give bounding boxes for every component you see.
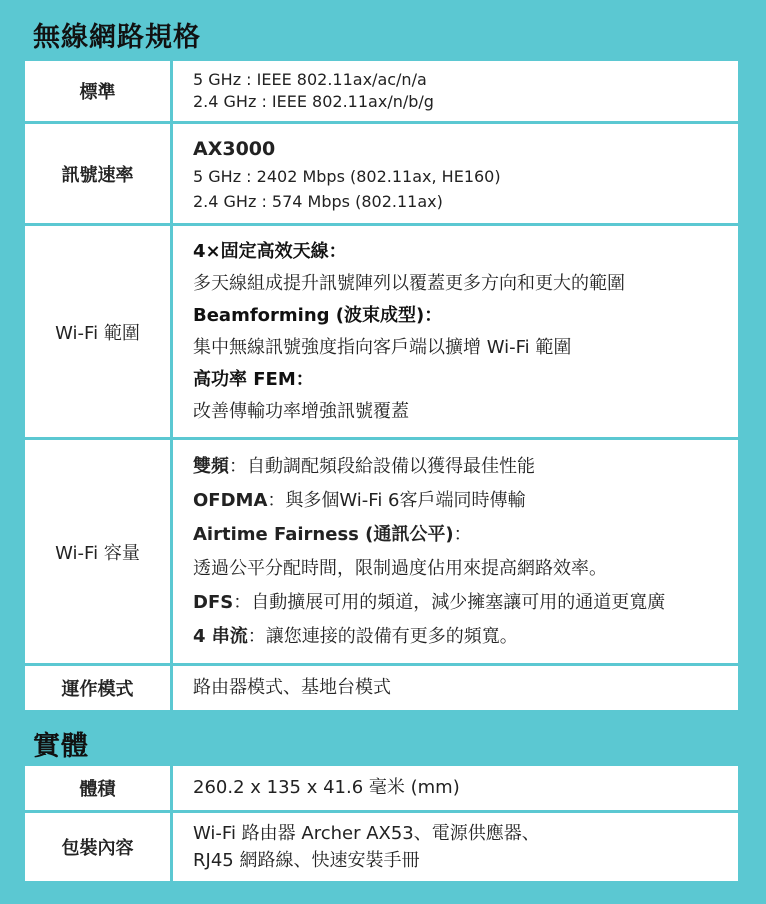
- range-beamforming-desc: 集中無線訊號強度指向客戶端以擴增 Wi-Fi 範圍: [193, 336, 572, 358]
- package-line: Wi-Fi 路由器 Archer AX53、電源供應器、: [193, 823, 540, 844]
- physical-specs-heading: 實體: [33, 731, 89, 762]
- capacity-item: [193, 552, 728, 586]
- capacity-item-head: Airtime Fairness (通訊公平): [193, 523, 454, 545]
- dimensions-text: 260.2 x 135 x 41.6 毫米 (mm): [193, 777, 460, 798]
- mode-row: [25, 666, 738, 710]
- package-value: [173, 813, 738, 881]
- speed-5ghz: 5 GHz : 2402 Mbps (802.11ax, HE160): [193, 166, 501, 186]
- mode-value: [173, 666, 738, 710]
- capacity-label: Wi-Fi 容量: [25, 440, 173, 663]
- standard-row: [25, 61, 738, 124]
- capacity-item-head: 4 串流: [193, 625, 248, 647]
- range-fem-head: 高功率 FEM：: [193, 368, 314, 390]
- wireless-specs-table: [25, 61, 738, 710]
- package-row: [25, 813, 738, 881]
- range-value: [173, 226, 738, 437]
- range-antenna-desc: 多天線組成提升訊號陣列以覆蓋更多方向和更大的範圍: [193, 272, 625, 294]
- capacity-item: [193, 586, 728, 620]
- speed-row: [25, 124, 738, 226]
- mode-label: 運作模式: [25, 666, 173, 710]
- capacity-item-text: ：與多個Wi-Fi 6客戶端同時傳輸: [267, 489, 526, 511]
- capacity-item-text: 透過公平分配時間，限制過度佔用來提高網路效率。: [193, 557, 607, 579]
- capacity-item-head: 雙頻: [193, 455, 229, 477]
- speed-label: 訊號速率: [25, 124, 173, 223]
- capacity-item-text: ：讓您連接的設備有更多的頻寬。: [247, 625, 518, 647]
- standard-5ghz: 5 GHz : IEEE 802.11ax/ac/n/a: [193, 70, 427, 89]
- standard-value: [173, 61, 738, 121]
- capacity-item-head: OFDMA: [193, 489, 268, 511]
- standard-label: 標準: [25, 61, 173, 121]
- range-beamforming-head: Beamforming (波束成型)：: [193, 304, 443, 326]
- physical-specs-table: [25, 766, 738, 881]
- speed-24ghz: 2.4 GHz : 574 Mbps (802.11ax): [193, 191, 443, 211]
- range-label: Wi-Fi 範圍: [25, 226, 173, 437]
- speed-model: AX3000: [193, 137, 276, 160]
- capacity-item-text: ：: [453, 523, 472, 545]
- capacity-item: [193, 620, 728, 654]
- capacity-item: [193, 484, 728, 518]
- speed-value: [173, 124, 738, 223]
- capacity-item-head: DFS: [193, 591, 234, 613]
- capacity-item-text: ：自動擴展可用的頻道，減少擁塞讓可用的通道更寬廣: [233, 591, 666, 613]
- range-row: [25, 226, 738, 440]
- range-antenna-head: 4×固定高效天線：: [193, 240, 347, 262]
- wireless-specs-heading: 無線網路規格: [33, 22, 201, 53]
- capacity-value: [173, 440, 738, 663]
- range-fem-desc: 改善傳輸功率增強訊號覆蓋: [193, 400, 409, 422]
- dimensions-row: [25, 766, 738, 813]
- package-line: RJ45 網路線、快速安裝手冊: [193, 850, 420, 871]
- dimensions-label: 體積: [25, 766, 173, 810]
- mode-text: 路由器模式、基地台模式: [193, 677, 391, 698]
- capacity-row: [25, 440, 738, 666]
- capacity-item: [193, 518, 728, 552]
- capacity-item-text: ：自動調配頻段給設備以獲得最佳性能: [229, 455, 535, 477]
- package-label: 包裝內容: [25, 813, 173, 881]
- dimensions-value: [173, 766, 738, 810]
- capacity-item: [193, 450, 728, 484]
- standard-24ghz: 2.4 GHz : IEEE 802.11ax/n/b/g: [193, 92, 434, 111]
